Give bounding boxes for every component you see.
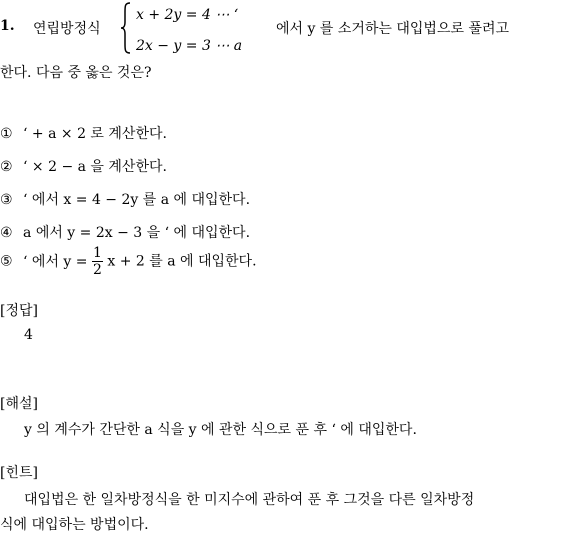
hint-line-2: 식에 대입하는 방법이다.	[0, 517, 149, 533]
choice-marker: ④	[0, 225, 13, 241]
answer-value: 4	[24, 327, 33, 343]
equation-2: 2x − y = 3 ⋯ a	[136, 38, 243, 54]
choice-marker: ⑤	[0, 253, 13, 270]
choice-text: ‘ × 2 − a 을 계산한다.	[23, 159, 167, 175]
question-suffix: 에서 y 를 소거하는 대입법으로 풀려고	[276, 21, 510, 37]
choice-text: ‘ + a × 2 로 계산한다.	[23, 126, 167, 142]
equation-1: x + 2y = 4 ⋯ ‘	[136, 7, 239, 23]
choice-text: ‘ 에서 x = 4 − 2y 를 a 에 대입한다.	[23, 192, 251, 208]
choice-3[interactable]	[0, 189, 250, 209]
choice-text: a 에서 y = 2x − 3 을 ‘ 에 대입한다.	[23, 225, 251, 241]
question-prefix: 연립방정식	[33, 21, 101, 37]
answer-heading: [정답]	[0, 303, 38, 319]
fraction-numerator: 1	[92, 245, 102, 261]
question-number: 1.	[0, 18, 15, 34]
choice-2[interactable]	[0, 156, 167, 176]
choice-text-pre: ‘ 에서 y =	[23, 253, 88, 270]
hint-line-1: 대입법은 한 일차방정식을 한 미지수에 관하여 푼 후 그것을 다른 일차방정	[24, 492, 475, 508]
explanation-heading: [해설]	[0, 396, 38, 412]
fraction-denominator: 2	[92, 262, 102, 278]
choice-5[interactable]	[0, 245, 257, 278]
explanation-text: y 의 계수가 간단한 a 식을 y 에 관한 식으로 푼 후 ‘ 에 대입한다.	[24, 422, 417, 438]
left-brace-icon	[121, 2, 131, 54]
choice-4[interactable]	[0, 222, 250, 242]
choice-text-post: x + 2 를 a 에 대입한다.	[107, 253, 257, 270]
choice-marker: ②	[0, 159, 13, 175]
fraction	[92, 245, 103, 278]
choice-marker: ①	[0, 126, 13, 142]
hint-heading: [힌트]	[0, 465, 38, 481]
choice-marker: ③	[0, 192, 13, 208]
choice-1[interactable]	[0, 123, 167, 143]
question-line-2: 한다. 다음 중 옳은 것은?	[0, 65, 152, 81]
